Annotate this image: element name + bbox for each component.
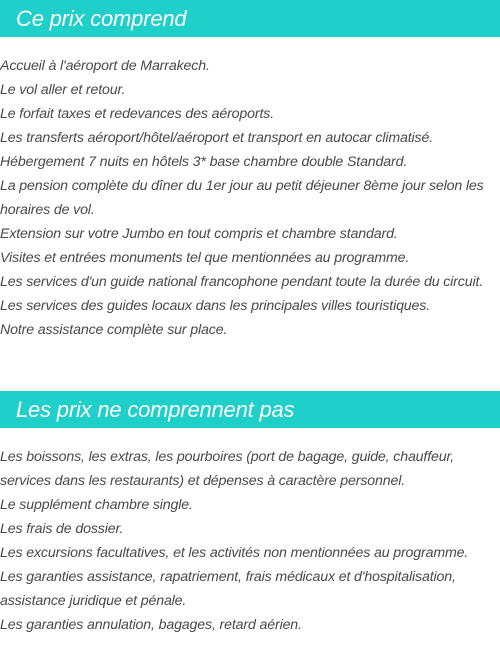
list-item: Le vol aller et retour.	[0, 82, 126, 98]
list-item: Les transferts aéroport/hôtel/aéroport et transport en autocar climatisé.	[0, 130, 434, 146]
list-item: Extension sur votre Jumbo en tout compris et chambre standard.	[0, 226, 398, 242]
list-item: Les frais de dossier.	[0, 521, 124, 537]
list-item: Visites et entrées monuments tel que mentionnées au programme.	[0, 250, 410, 266]
includes-section-title: Ce prix comprend	[0, 0, 500, 37]
list-item: Les boissons, les extras, les pourboires (port de bagage, guide, chauffeur, services dans les restaurants) et dépenses à caractère personnel.	[0, 449, 455, 489]
list-item: Les garanties assistance, rapatriement, frais médicaux et d'hospitalisation, assistance juridique et pénale.	[0, 569, 456, 609]
list-item: Le forfait taxes et redevances des aéroports.	[0, 106, 275, 122]
excludes-list	[0, 445, 500, 637]
list-item: Hébergement 7 nuits en hôtels 3* base chambre double Standard.	[0, 154, 408, 170]
list-item: Les services des guides locaux dans les principales villes touristiques.	[0, 298, 431, 314]
includes-list	[0, 54, 500, 342]
list-item: Accueil à l'aéroport de Marrakech.	[0, 58, 210, 74]
list-item: Les services d'un guide national francophone pendant toute la durée du circuit.	[0, 274, 484, 290]
list-item: Les garanties annulation, bagages, retard aérien.	[0, 617, 302, 633]
list-item: Les excursions facultatives, et les activités non mentionnées au programme.	[0, 545, 469, 561]
list-item: Notre assistance complète sur place.	[0, 322, 228, 338]
list-item: Le supplément chambre single.	[0, 497, 193, 513]
list-item: La pension complète du dîner du 1er jour au petit déjeuner 8ème jour selon les horaires de vol.	[0, 178, 484, 218]
excludes-section-title: Les prix ne comprennent pas	[0, 391, 500, 428]
